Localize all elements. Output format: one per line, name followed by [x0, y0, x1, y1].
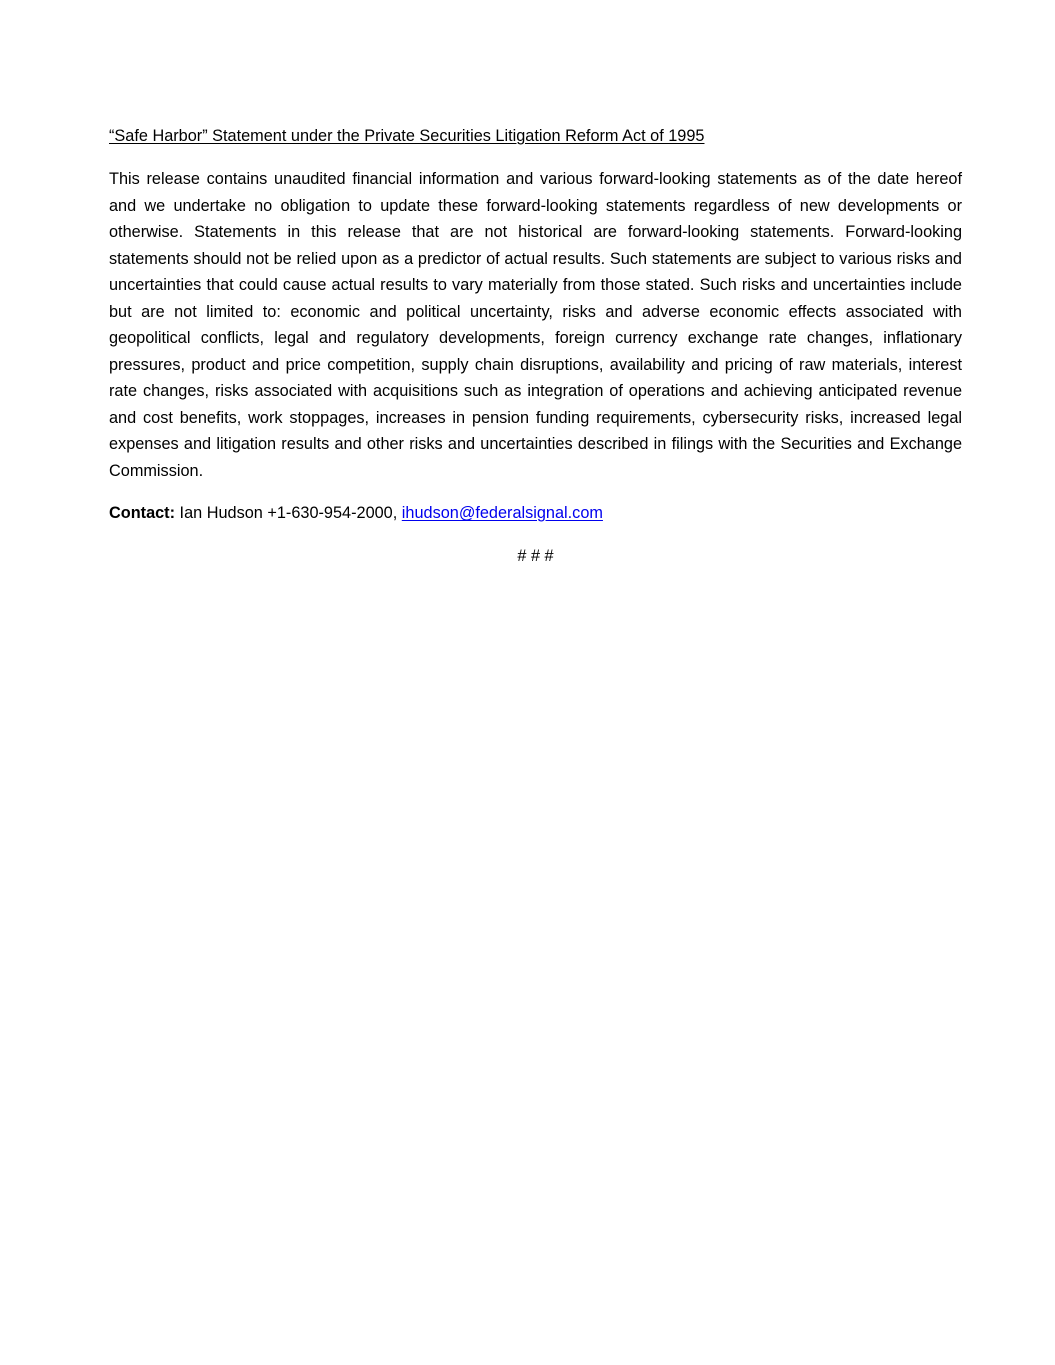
contact-email-link[interactable]: ihudson@federalsignal.com [401, 504, 603, 522]
end-of-release-mark: # # # [517, 547, 554, 565]
contact-label: Contact: [109, 504, 176, 522]
contact-line [109, 499, 962, 527]
contact-details: Ian Hudson +1-630-954-2000, [175, 504, 402, 522]
safe-harbor-body: This release contains unaudited financial information and various forward-looking statements as of the date hereof and we undertake no obligation to update these forward-looking statements regardless of new developments or otherwise. Statements in this release that are not historical are forward-looking statements. Forward-looking statements should not be relied upon as a predictor of actual results. Such statements are subject to various risks and uncertainties that could cause actual results to vary materially from those stated. Such risks and uncertainties include but are not limited to: economic and political uncertainty, risks and adverse economic effects associated with geopolitical conflicts, legal and regulatory developments, foreign currency exchange rate changes, inflationary pressures, product and price competition, supply chain disruptions, availability and pricing of raw materials, interest rate changes, risks associated with acquisitions such as integration of operations and achieving anticipated revenue and cost benefits, work stoppages, increases in pension funding requirements, cybersecurity risks, increased legal expenses and litigation results and other risks and uncertainties described in filings with the Securities and Exchange Commission. [109, 170, 962, 480]
document-page [109, 122, 962, 570]
safe-harbor-heading: “Safe Harbor” Statement under the Private Securities Litigation Reform Act of 1995 [109, 127, 705, 145]
